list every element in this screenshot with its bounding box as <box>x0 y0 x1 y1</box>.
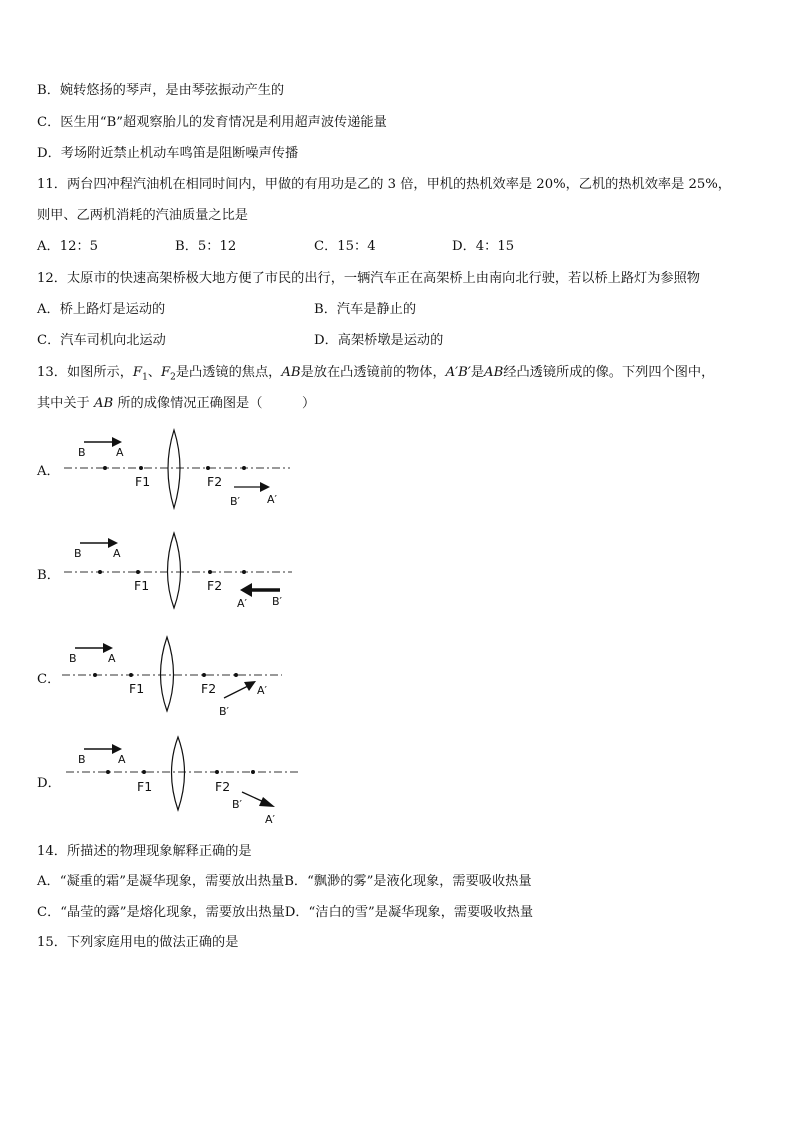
focal-point-f1 <box>139 466 143 470</box>
image-arrow-shaft <box>224 686 248 698</box>
image-arrow-head <box>259 797 275 807</box>
label-f2: F2 <box>215 779 231 794</box>
convex-lens <box>168 430 180 508</box>
lens-diagram-c-svg <box>0 634 794 734</box>
label-b-prime: B′ <box>230 495 241 508</box>
focal-point-f1 <box>142 770 146 774</box>
focal-point-2f-right <box>234 673 238 677</box>
label-b: B <box>69 652 77 665</box>
focal-point-2f-right <box>242 466 246 470</box>
focal-point-2f-left <box>106 770 110 774</box>
label-a: A <box>113 547 121 560</box>
label-b: B <box>74 547 82 560</box>
q10-option-c: C．医生用“B”超观察胎儿的发育情况是利用超声波传递能量 <box>37 115 387 130</box>
label-a: A <box>108 652 116 665</box>
focal-point-2f-right <box>242 570 246 574</box>
label-a: A <box>118 753 126 766</box>
q11-stem-line2: 则甲、乙两机消耗的汽油质量之比是 <box>37 208 248 223</box>
focal-point-2f-left <box>103 466 107 470</box>
q13-diagram-d <box>0 734 794 834</box>
q11-option-a: A．12：5 <box>37 239 99 254</box>
q10-option-b: B．婉转悠扬的琴声，是由琴弦振动产生的 <box>37 83 285 98</box>
label-a: A <box>116 446 124 459</box>
image-arrow-head <box>244 681 256 691</box>
q11-option-c: C．15：4 <box>314 239 376 254</box>
label-b-prime: B′ <box>272 595 283 608</box>
focal-point-f2 <box>202 673 206 677</box>
label-b: B <box>78 753 86 766</box>
lens-diagram-a-svg <box>0 425 794 525</box>
convex-lens <box>168 533 181 608</box>
label-f1: F1 <box>135 474 151 489</box>
q12-stem: 12．太原市的快速高架桥极大地方便了市民的出行，一辆汽车正在高架桥上由南向北行驶，若以桥上路灯为参照物 <box>37 271 700 286</box>
q12-option-c: C．汽车司机向北运动 <box>37 333 166 348</box>
q14-stem: 14．所描述的物理现象解释正确的是 <box>37 844 252 859</box>
q14-options-ab: A．“凝重的霜”是凝华现象，需要放出热量B．“飘渺的雾”是液化现象，需要吸收热量 <box>37 874 532 889</box>
image-arrow-head <box>240 583 252 597</box>
label-f2: F2 <box>207 474 223 489</box>
q11-option-b: B．5：12 <box>175 239 237 254</box>
label-f1: F1 <box>134 578 150 593</box>
q15-stem: 15．下列家庭用电的做法正确的是 <box>37 935 239 950</box>
focal-point-f2 <box>215 770 219 774</box>
focal-point-f2 <box>208 570 212 574</box>
convex-lens <box>172 737 185 810</box>
q12-option-a: A．桥上路灯是运动的 <box>37 302 166 317</box>
label-f2: F2 <box>207 578 223 593</box>
image-arrow-head <box>260 482 270 492</box>
q13-option-b-label: B． <box>37 568 60 583</box>
focal-point-2f-right <box>251 770 255 774</box>
focal-point-2f-left <box>93 673 97 677</box>
q13-diagram-b <box>0 530 794 630</box>
q10-option-d: D．考场附近禁止机动车鸣笛是阻断噪声传播 <box>37 146 299 161</box>
q11-stem-line1: 11．两台四冲程汽油机在相同时间内，甲做的有用功是乙的 3 倍，甲机的热机效率是 20%，乙机的热机效率是 25%， <box>37 177 731 192</box>
q13-stem-line1: 13．如图所示，$F_1$、$F_2$是凸透镜的焦点，AB是放在凸透镜前的物体，A′B′是AB经凸透镜所成的像。下列四个图中， <box>37 365 715 383</box>
label-a-prime: A′ <box>265 813 276 826</box>
label-f1: F1 <box>137 779 153 794</box>
focal-point-f1 <box>136 570 140 574</box>
label-b-prime: B′ <box>232 798 243 811</box>
label-b-prime: B′ <box>219 705 230 718</box>
q13-diagram-a <box>0 425 794 525</box>
q13-option-c-label: C． <box>37 672 61 687</box>
label-f2: F2 <box>201 681 217 696</box>
q13-diagram-c <box>0 634 794 734</box>
q13-option-a-label: A． <box>37 464 60 479</box>
lens-diagram-d-svg <box>0 734 794 834</box>
label-a-prime: A′ <box>267 493 278 506</box>
label-a-prime: A′ <box>237 597 248 610</box>
label-b: B <box>78 446 86 459</box>
lens-diagram-b-svg <box>0 530 794 630</box>
q11-option-d: D．4：15 <box>452 239 515 254</box>
focal-point-f2 <box>206 466 210 470</box>
focal-point-f1 <box>129 673 133 677</box>
q13-stem-line2: 其中关于 AB 所的成像情况正确图是（ ） <box>37 396 316 411</box>
q12-option-b: B．汽车是静止的 <box>314 302 417 317</box>
focal-point-2f-left <box>98 570 102 574</box>
label-f1: F1 <box>129 681 145 696</box>
q14-options-cd: C．“晶莹的露”是熔化现象，需要放出热量D．“洁白的雪”是凝华现象，需要吸收热量 <box>37 905 534 920</box>
q13-option-d-label: D． <box>37 776 61 791</box>
q12-option-d: D．高架桥墩是运动的 <box>314 333 444 348</box>
convex-lens <box>161 637 174 711</box>
label-a-prime: A′ <box>257 684 268 697</box>
